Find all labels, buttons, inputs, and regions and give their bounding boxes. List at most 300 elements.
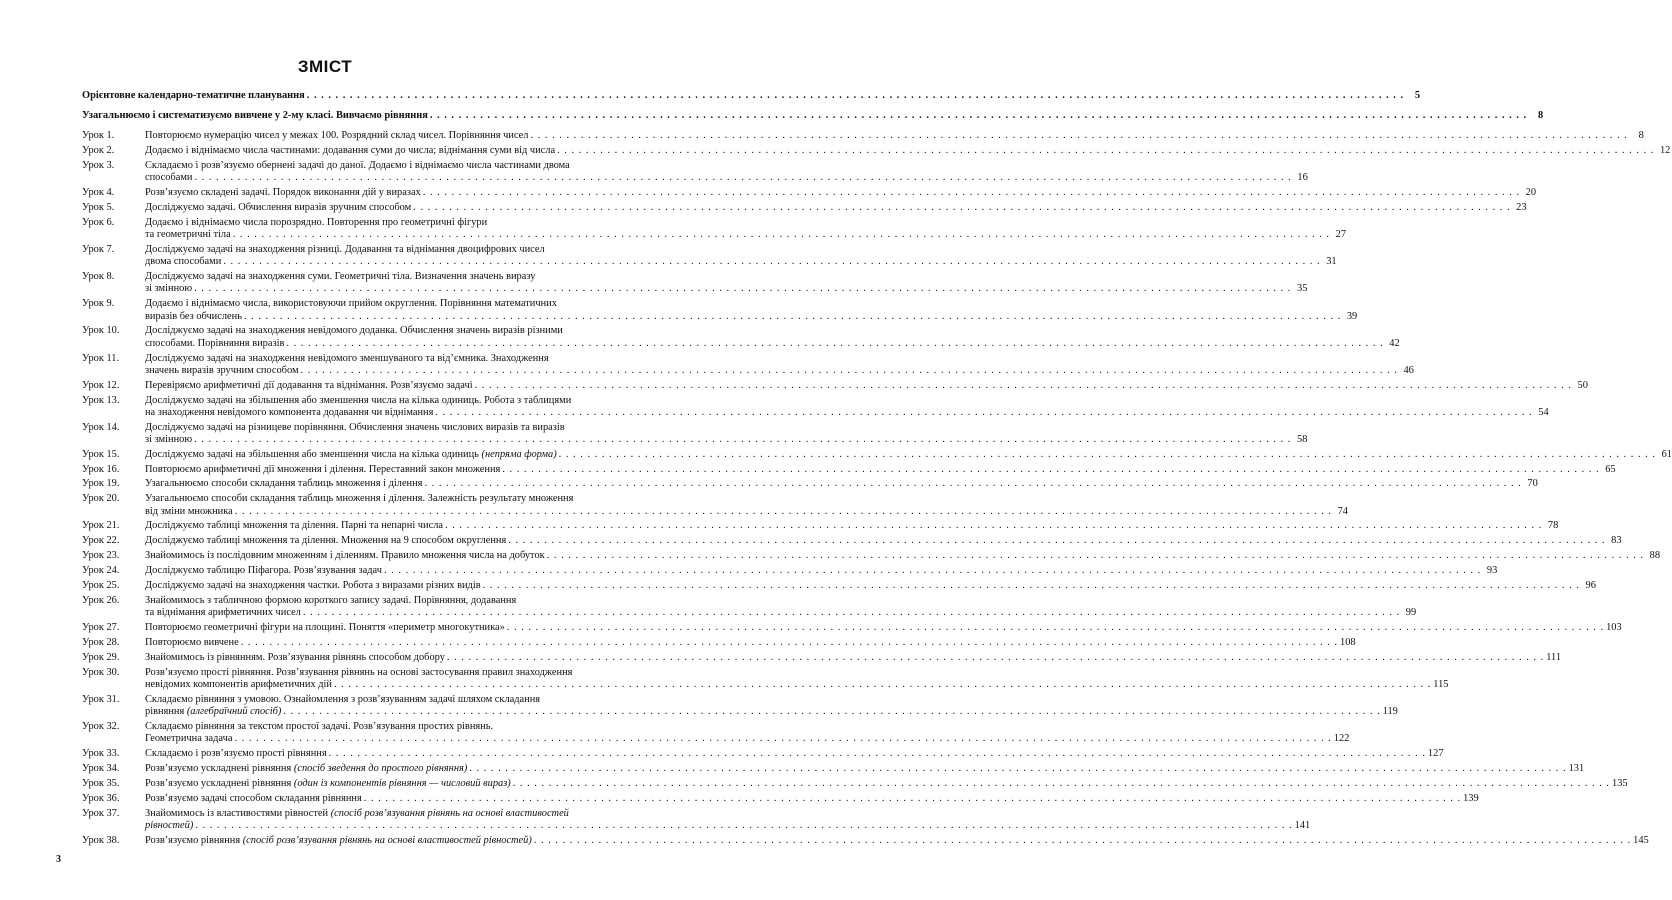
toc-entry-text-part: Розв’язуємо ускладнені рівняння bbox=[145, 777, 292, 789]
toc-entry-text bbox=[145, 565, 382, 577]
toc-lesson-entry bbox=[82, 747, 1444, 760]
toc-entry-text bbox=[145, 338, 284, 350]
toc-entry-text-part: Досліджуємо таблицю Піфагора. Розв’язування задач bbox=[145, 565, 382, 577]
dot-leader bbox=[500, 464, 1601, 476]
toc-entry-text-part: Перевіряємо арифметичні дії додавання та віднімання. Розв’язуємо задачі bbox=[145, 379, 473, 391]
lesson-title bbox=[145, 379, 1588, 392]
toc-page-number: 78 bbox=[1547, 520, 1559, 532]
toc-lesson-entry bbox=[82, 298, 1358, 322]
dot-leader bbox=[555, 145, 1656, 157]
toc-page-number: 74 bbox=[1337, 505, 1348, 517]
toc-entry-text-part: Повторюємо арифметичні дії множення і ділення. Переставний закон множення bbox=[145, 463, 501, 475]
lesson-number: Урок 9. bbox=[82, 298, 115, 310]
toc-entry-text bbox=[145, 449, 557, 461]
lesson-number: Урок 26. bbox=[82, 594, 120, 606]
lesson-title bbox=[145, 217, 1347, 241]
toc-entry-text bbox=[145, 464, 500, 476]
toc-lesson-entry bbox=[82, 187, 1537, 199]
toc-entry-row bbox=[145, 678, 1449, 691]
toc-entry-text-part: Повторюємо вивчене bbox=[145, 636, 239, 648]
toc-entry-text bbox=[145, 229, 231, 241]
toc-entry-italic: (спосіб зведення до простого рівняння) bbox=[293, 762, 468, 774]
lesson-title bbox=[145, 271, 1308, 295]
toc-entry-text bbox=[145, 407, 433, 419]
lesson-number: Урок 37. bbox=[82, 807, 120, 819]
toc-entry-text-part: та геометричні тіла bbox=[145, 229, 231, 241]
dot-leader bbox=[421, 187, 1522, 199]
toc-lesson-entry bbox=[82, 448, 1672, 461]
toc-page-number: 96 bbox=[1585, 580, 1596, 592]
toc-entry-row bbox=[145, 448, 1672, 461]
toc-entry-italic: (непряма форма) bbox=[481, 448, 557, 460]
toc-entry-row bbox=[145, 130, 1644, 142]
lesson-number: Урок 19. bbox=[82, 478, 120, 490]
table-of-contents bbox=[82, 90, 1672, 850]
toc-entry-text bbox=[145, 365, 299, 377]
toc-entry-text-part: Повторюємо геометричні фігури на площині. Поняття «периметр многокутника» bbox=[145, 622, 505, 634]
toc-page-number: 16 bbox=[1297, 172, 1308, 184]
toc-entry-text bbox=[145, 380, 473, 392]
toc-page-number: 20 bbox=[1525, 187, 1537, 199]
toc-page-number: 46 bbox=[1403, 364, 1414, 376]
toc-entry-text-part: невідомих компонентів арифметичних дій bbox=[145, 678, 332, 690]
toc-entry-row bbox=[145, 733, 1350, 745]
toc-page-number: 131 bbox=[1568, 762, 1585, 774]
dot-leader bbox=[382, 565, 1483, 577]
lesson-number: Урок 15. bbox=[82, 448, 120, 460]
toc-entry-row bbox=[145, 145, 1671, 157]
toc-lesson-entry bbox=[82, 651, 1562, 664]
lesson-title bbox=[145, 834, 1649, 847]
toc-entry-row bbox=[145, 550, 1661, 562]
dot-leader bbox=[284, 338, 1385, 350]
toc-entry-text bbox=[145, 256, 221, 268]
lesson-title bbox=[145, 298, 1358, 322]
toc-lesson-entry bbox=[82, 720, 1350, 745]
toc-entry-text-part: Знайомимось із властивостями рівностей bbox=[145, 807, 329, 819]
lesson-number: Урок 34. bbox=[82, 762, 120, 774]
toc-lesson-entry bbox=[82, 792, 1479, 805]
lesson-title bbox=[145, 394, 1549, 419]
dot-leader bbox=[473, 380, 1574, 392]
toc-entry-text bbox=[145, 778, 511, 790]
lesson-title bbox=[145, 202, 1527, 214]
toc-entry-text bbox=[145, 637, 239, 649]
toc-entry-text-part: Додаємо і віднімаємо числа частинами: додавання суми до числа; віднімання суми від числа bbox=[145, 145, 556, 157]
lesson-title bbox=[145, 693, 1398, 718]
toc-entry-text-part: Розв’язуємо складені задачі. Порядок виконання дій у виразах bbox=[145, 187, 421, 199]
lesson-title bbox=[145, 777, 1628, 790]
lesson-title-line: Досліджуємо задачі на знаходження різниці. Додавання та віднімання двоцифрових чисел bbox=[145, 244, 545, 256]
dot-leader bbox=[231, 229, 1332, 241]
toc-entry-row bbox=[82, 90, 1421, 102]
toc-lesson-entry bbox=[82, 463, 1616, 476]
toc-lesson-entry bbox=[82, 217, 1347, 241]
toc-lesson-entry bbox=[82, 550, 1661, 562]
lesson-number: Урок 7. bbox=[82, 244, 115, 256]
dot-leader bbox=[327, 748, 1428, 760]
toc-lesson-entry bbox=[82, 130, 1644, 142]
toc-page-number: 103 bbox=[1606, 622, 1622, 634]
lesson-number: Урок 36. bbox=[82, 792, 120, 804]
lesson-number: Урок 5. bbox=[82, 202, 115, 214]
toc-entry-text bbox=[145, 793, 362, 805]
toc-entry-text-part: способами bbox=[145, 172, 193, 184]
lesson-title bbox=[145, 636, 1356, 649]
toc-lesson-entry bbox=[82, 493, 1348, 517]
lesson-title-line: Складаємо рівняння за текстом простої задачі. Розв’язування простих рівнянь. bbox=[145, 720, 494, 732]
toc-entry-row bbox=[145, 705, 1398, 718]
lesson-number: Урок 20. bbox=[82, 493, 120, 505]
toc-entry-text-part: Розв’язуємо задачі способом складання рівняння bbox=[145, 792, 362, 804]
toc-entry-row bbox=[145, 651, 1562, 664]
dot-leader bbox=[299, 365, 1400, 377]
toc-entry-row bbox=[82, 110, 1544, 122]
toc-entry-text-part: Узагальнюємо способи складання таблиць множення і ділення bbox=[145, 478, 423, 490]
toc-entry-text-part: Складаємо і розв’язуємо прості рівняння bbox=[145, 747, 327, 759]
toc-entry-row bbox=[145, 172, 1308, 184]
toc-entry-text-part: Орієнтовне календарно-тематичне планування bbox=[82, 90, 305, 101]
toc-entry-text-part: Досліджуємо задачі. Обчислення виразів зручним способом bbox=[145, 202, 412, 214]
toc-lesson-entry bbox=[82, 594, 1417, 619]
lesson-number: Урок 12. bbox=[82, 379, 120, 391]
toc-page-number: 108 bbox=[1340, 636, 1356, 648]
dot-leader bbox=[301, 607, 1402, 619]
toc-entry-text-part: Розв’язуємо рівняння bbox=[145, 834, 241, 846]
toc-entry-row bbox=[145, 364, 1414, 377]
lesson-number: Урок 23. bbox=[82, 550, 120, 562]
toc-page-number: 42 bbox=[1389, 337, 1400, 349]
toc-entry-row bbox=[145, 463, 1616, 476]
lesson-title-line: Розв’язуємо прості рівняння. Розв’язування рівнянь на основі застосування правил знаходження bbox=[145, 666, 573, 678]
dot-leader bbox=[193, 820, 1294, 832]
dot-leader bbox=[422, 478, 1523, 490]
toc-entry-row bbox=[145, 202, 1527, 214]
toc-lesson-entry bbox=[82, 394, 1549, 419]
toc-entry-text bbox=[145, 520, 443, 532]
toc-entry-text-part: на знаходження невідомого компонента додавання чи віднімання bbox=[145, 406, 434, 418]
toc-page-number: 39 bbox=[1346, 310, 1358, 322]
lesson-title-line: Досліджуємо задачі на знаходження невідомого доданка. Обчислення значень виразів різними bbox=[145, 325, 563, 337]
lesson-number: Урок 8. bbox=[82, 271, 115, 283]
lesson-number: Урок 35. bbox=[82, 777, 120, 789]
toc-lesson-entry bbox=[82, 834, 1649, 847]
toc-entry-text bbox=[145, 820, 193, 832]
lesson-number: Урок 24. bbox=[82, 565, 120, 577]
lesson-title bbox=[145, 478, 1538, 490]
lesson-title-line: Досліджуємо задачі на збільшення або зменшення числа на кілька одиниць. Робота з таблицями bbox=[145, 394, 572, 406]
lesson-title bbox=[145, 535, 1622, 547]
toc-entry-text-part: Знайомимось із послідовним множенням і діленням. Правило множення числа на добуток bbox=[145, 550, 545, 562]
toc-page-number: 135 bbox=[1612, 777, 1628, 789]
dot-leader bbox=[411, 202, 1512, 214]
lesson-number: Урок 30. bbox=[82, 666, 120, 678]
lesson-number: Урок 38. bbox=[82, 834, 120, 846]
lesson-title bbox=[145, 550, 1661, 562]
dot-leader bbox=[221, 256, 1322, 268]
dot-leader bbox=[506, 535, 1607, 547]
toc-lesson-entry bbox=[82, 807, 1311, 832]
toc-entry-text bbox=[145, 733, 232, 745]
lesson-title-line: Досліджуємо задачі на знаходження невідомого зменшуваного та від’ємника. Знаходження bbox=[145, 352, 549, 364]
lesson-title-line: Досліджуємо задачі на різницеве порівняння. Обчислення значень числових виразів та виразів bbox=[145, 421, 565, 433]
dot-leader bbox=[305, 90, 1406, 102]
toc-entry-text-part: Досліджуємо таблиці множення та ділення. Множення на 9 способом округлення bbox=[145, 535, 507, 547]
toc-entry-text-part: зі змінною bbox=[145, 283, 193, 295]
lesson-title bbox=[145, 651, 1562, 664]
lesson-title bbox=[145, 421, 1308, 446]
toc-entry-text bbox=[145, 478, 422, 490]
lesson-number: Урок 25. bbox=[82, 580, 120, 592]
toc-entry-italic: (спосіб розв’язування рівнянь на основі властивостей рівностей) bbox=[242, 834, 532, 846]
dot-leader bbox=[192, 283, 1293, 295]
lesson-title bbox=[145, 352, 1414, 377]
toc-entry-row bbox=[145, 747, 1444, 760]
toc-entry-text bbox=[145, 506, 233, 518]
toc-page-number: 115 bbox=[1433, 678, 1449, 690]
lesson-number: Урок 6. bbox=[82, 217, 115, 229]
toc-entry-text bbox=[145, 311, 242, 323]
dot-leader bbox=[428, 110, 1529, 122]
lesson-number: Урок 31. bbox=[82, 693, 120, 705]
toc-page-number: 27 bbox=[1335, 229, 1347, 241]
lesson-title bbox=[145, 580, 1596, 592]
toc-entry-text-part: значень виразів зручним способом bbox=[145, 364, 299, 376]
toc-entry-text bbox=[145, 706, 281, 718]
lesson-title-line: Додаємо і віднімаємо числа, використовуючи прийом округлення. Порівняння математичних bbox=[145, 298, 557, 310]
toc-lesson-entry bbox=[82, 520, 1559, 532]
dot-leader bbox=[557, 449, 1658, 461]
toc-entry-row bbox=[145, 337, 1400, 350]
toc-page-number: 61 bbox=[1661, 448, 1672, 460]
toc-page-number: 35 bbox=[1297, 283, 1308, 295]
dot-leader bbox=[281, 706, 1382, 718]
lesson-title-line: Знайомимось з табличною формою короткого запису задачі. Порівняння, додавання bbox=[145, 594, 517, 606]
toc-entry-text-part: Повторюємо нумерацію чисел у межах 100. Розрядний склад чисел. Порівняння чисел bbox=[145, 130, 529, 142]
toc-entry-row bbox=[145, 310, 1358, 323]
dot-leader bbox=[332, 679, 1433, 691]
dot-leader bbox=[362, 793, 1463, 805]
toc-entry-text-part: Геометрична задача bbox=[145, 733, 233, 745]
lesson-title-line: Узагальнюємо способи складання таблиць множення і ділення. Залежність результату множення bbox=[145, 493, 574, 505]
lesson-title-line bbox=[145, 808, 600, 820]
toc-page-number: 127 bbox=[1427, 747, 1444, 759]
toc-entry-row bbox=[145, 636, 1356, 649]
lesson-title bbox=[145, 666, 1449, 691]
dot-leader bbox=[545, 550, 1646, 562]
toc-lesson-entry bbox=[82, 421, 1308, 446]
toc-entry-row bbox=[145, 607, 1417, 619]
lesson-title bbox=[145, 762, 1585, 775]
toc-page-number: 145 bbox=[1633, 834, 1649, 846]
dot-leader bbox=[445, 652, 1546, 664]
toc-entry-text-part: способами. Порівняння виразів bbox=[145, 337, 285, 349]
toc-entry-row bbox=[145, 580, 1596, 592]
toc-entry-text bbox=[145, 550, 545, 562]
lesson-number: Урок 28. bbox=[82, 636, 120, 648]
toc-page-number: 23 bbox=[1516, 202, 1527, 214]
toc-lesson-entry bbox=[82, 535, 1622, 547]
toc-lesson-entry bbox=[82, 636, 1356, 649]
toc-entry-row bbox=[145, 834, 1649, 847]
toc-entry-text bbox=[145, 202, 411, 214]
lesson-title bbox=[145, 520, 1559, 532]
toc-lesson-entry bbox=[82, 622, 1622, 634]
toc-entry-text-part: Досліджуємо задачі на збільшення або зменшення числа на кілька одиниць bbox=[145, 448, 479, 460]
toc-page-number: 88 bbox=[1649, 550, 1661, 562]
toc-entry-row bbox=[145, 256, 1337, 268]
toc-entry-text bbox=[145, 187, 421, 199]
toc-entry-row bbox=[145, 505, 1348, 518]
lesson-title bbox=[145, 807, 1311, 832]
toc-entry-row bbox=[145, 187, 1537, 199]
toc-entry-italic: рівностей) bbox=[145, 819, 194, 831]
lesson-title-line: Досліджуємо задачі на знаходження суми. Геометричні тіла. Визначення значень виразу bbox=[145, 271, 536, 283]
lesson-number: Урок 10. bbox=[82, 325, 120, 337]
toc-lesson-entry bbox=[82, 325, 1400, 349]
dot-leader bbox=[232, 733, 1333, 745]
toc-page-number: 31 bbox=[1326, 256, 1337, 268]
lesson-title-line: Складаємо рівняння з умовою. Ознайомлення з розв’язуванням задачі шляхом складання bbox=[145, 693, 541, 705]
lesson-title bbox=[145, 622, 1622, 634]
toc-entry-text bbox=[145, 580, 481, 592]
toc-entry-text bbox=[145, 835, 532, 847]
lesson-title bbox=[145, 244, 1337, 268]
lesson-title-line: Додаємо і віднімаємо числа порозрядно. Повторення про геометричні фігури bbox=[145, 217, 488, 229]
lesson-number: Урок 13. bbox=[82, 394, 120, 406]
toc-entry-text-part: Узагальнюємо і систематизуємо вивчене у 2-му класі. Вивчаємо рівняння bbox=[82, 110, 428, 122]
toc-page-number: 65 bbox=[1605, 463, 1616, 475]
toc-page-number: 54 bbox=[1538, 406, 1549, 418]
lesson-number: Урок 16. bbox=[82, 463, 120, 475]
toc-entry-text bbox=[145, 622, 505, 634]
toc-lesson-entry bbox=[82, 762, 1585, 775]
toc-entry-row bbox=[145, 520, 1559, 532]
toc-page-number: 58 bbox=[1297, 433, 1308, 445]
lesson-number: Урок 22. bbox=[82, 535, 120, 547]
toc-page-number: 119 bbox=[1382, 705, 1398, 717]
lesson-title bbox=[145, 747, 1444, 760]
toc-entry-text-part: виразів без обчислень bbox=[145, 310, 242, 322]
toc-lesson-entry bbox=[82, 244, 1337, 268]
toc-lesson-entry bbox=[82, 693, 1398, 718]
toc-entry-text bbox=[145, 283, 192, 295]
toc-page-number: 8 bbox=[1537, 110, 1544, 122]
toc-lesson-entry bbox=[82, 160, 1308, 184]
lesson-title bbox=[145, 792, 1479, 805]
toc-entry-text-part: Розв’язуємо ускладнені рівняння bbox=[145, 762, 292, 774]
toc-entry-row bbox=[145, 819, 1311, 832]
toc-page-number: 139 bbox=[1463, 792, 1479, 804]
lesson-title-line: Складаємо і розв’язуємо обернені задачі до даної. Додаємо і віднімаємо числа частинами двома bbox=[145, 160, 570, 172]
toc-lesson-entry bbox=[82, 478, 1538, 490]
toc-entry-text-part: Досліджуємо таблиці множення та ділення. Парні та непарні числа bbox=[145, 520, 443, 532]
toc-entry-text bbox=[145, 763, 467, 775]
lesson-title bbox=[145, 145, 1671, 157]
toc-entry-row bbox=[145, 283, 1308, 295]
toc-entry-text bbox=[145, 130, 528, 142]
lesson-number: Урок 27. bbox=[82, 622, 120, 634]
page-title: ЗМІСТ bbox=[297, 57, 353, 76]
dot-leader bbox=[233, 506, 1334, 518]
lesson-number: Урок 1. bbox=[82, 130, 115, 142]
toc-page-number: 122 bbox=[1333, 733, 1350, 745]
toc-entry-row bbox=[145, 622, 1622, 634]
toc-entry-row bbox=[145, 792, 1479, 805]
toc-page-number: 111 bbox=[1546, 651, 1562, 663]
toc-lesson-entry bbox=[82, 777, 1628, 790]
toc-lesson-entry bbox=[82, 352, 1414, 377]
toc-entry-row bbox=[145, 433, 1308, 446]
toc-page-number: 93 bbox=[1486, 565, 1498, 577]
dot-leader bbox=[532, 835, 1633, 847]
toc-page-number: 5 bbox=[1414, 90, 1421, 101]
toc-entry-text-part: двома способами bbox=[145, 256, 222, 268]
page-number: 3 bbox=[56, 854, 61, 865]
toc-entry-text bbox=[82, 90, 305, 102]
toc-section-entry bbox=[82, 90, 1421, 102]
toc-entry-text bbox=[82, 110, 428, 122]
lesson-title bbox=[145, 463, 1616, 476]
lesson-number: Урок 33. bbox=[82, 747, 120, 759]
toc-entry-text-part: Знайомимось із рівнянням. Розв’язування рівнянь способом добору bbox=[145, 651, 445, 663]
toc-entry-row bbox=[145, 379, 1588, 392]
toc-entry-italic: (спосіб розв’язування рівнянь на основі властивостей bbox=[330, 807, 569, 819]
dot-leader bbox=[481, 580, 1582, 592]
dot-leader bbox=[528, 130, 1629, 142]
toc-lesson-entry bbox=[82, 565, 1498, 577]
toc-section-entry bbox=[82, 110, 1544, 122]
dot-leader bbox=[192, 172, 1293, 184]
toc-entry-text bbox=[145, 679, 332, 691]
lesson-number: Урок 21. bbox=[82, 520, 120, 532]
toc-entry-text-part: Досліджуємо задачі на знаходження частки. Робота з виразами різних видів bbox=[145, 580, 481, 592]
toc-page-number: 83 bbox=[1611, 535, 1622, 547]
lesson-title bbox=[145, 565, 1498, 577]
toc-entry-row bbox=[145, 478, 1538, 490]
toc-page-number: 70 bbox=[1527, 478, 1538, 490]
toc-entry-row bbox=[145, 535, 1622, 547]
dot-leader bbox=[443, 520, 1544, 532]
dot-leader bbox=[505, 622, 1606, 634]
lesson-number: Урок 29. bbox=[82, 651, 120, 663]
toc-page-number: 99 bbox=[1405, 607, 1417, 619]
toc-page-number: 12 bbox=[1659, 145, 1671, 157]
toc-lesson-entry bbox=[82, 379, 1588, 392]
toc-entry-italic: (алгебраїчний спосіб) bbox=[186, 705, 282, 717]
toc-entry-text bbox=[145, 172, 192, 184]
lesson-title bbox=[145, 448, 1672, 461]
lesson-number: Урок 4. bbox=[82, 187, 115, 199]
toc-lesson-entry bbox=[82, 271, 1308, 295]
toc-entry-text bbox=[145, 748, 327, 760]
toc-entry-text-part: та віднімання арифметичних чисел bbox=[145, 607, 301, 619]
toc-page-number: 50 bbox=[1577, 379, 1588, 391]
toc-entry-text-part: зі змінною bbox=[145, 433, 193, 445]
toc-lesson-entry bbox=[82, 580, 1596, 592]
toc-entry-text bbox=[145, 434, 192, 446]
toc-entry-row bbox=[145, 406, 1549, 419]
dot-leader bbox=[192, 434, 1293, 446]
toc-entry-text bbox=[145, 607, 301, 619]
toc-entry-text-part: рівняння bbox=[145, 705, 185, 717]
toc-entry-row bbox=[145, 229, 1347, 241]
lesson-title bbox=[145, 720, 1350, 745]
lesson-title bbox=[145, 594, 1417, 619]
lesson-title bbox=[145, 130, 1644, 142]
toc-entry-italic: (один із компонентів рівняння — числовий вираз) bbox=[293, 777, 511, 789]
toc-entry-row bbox=[145, 762, 1585, 775]
